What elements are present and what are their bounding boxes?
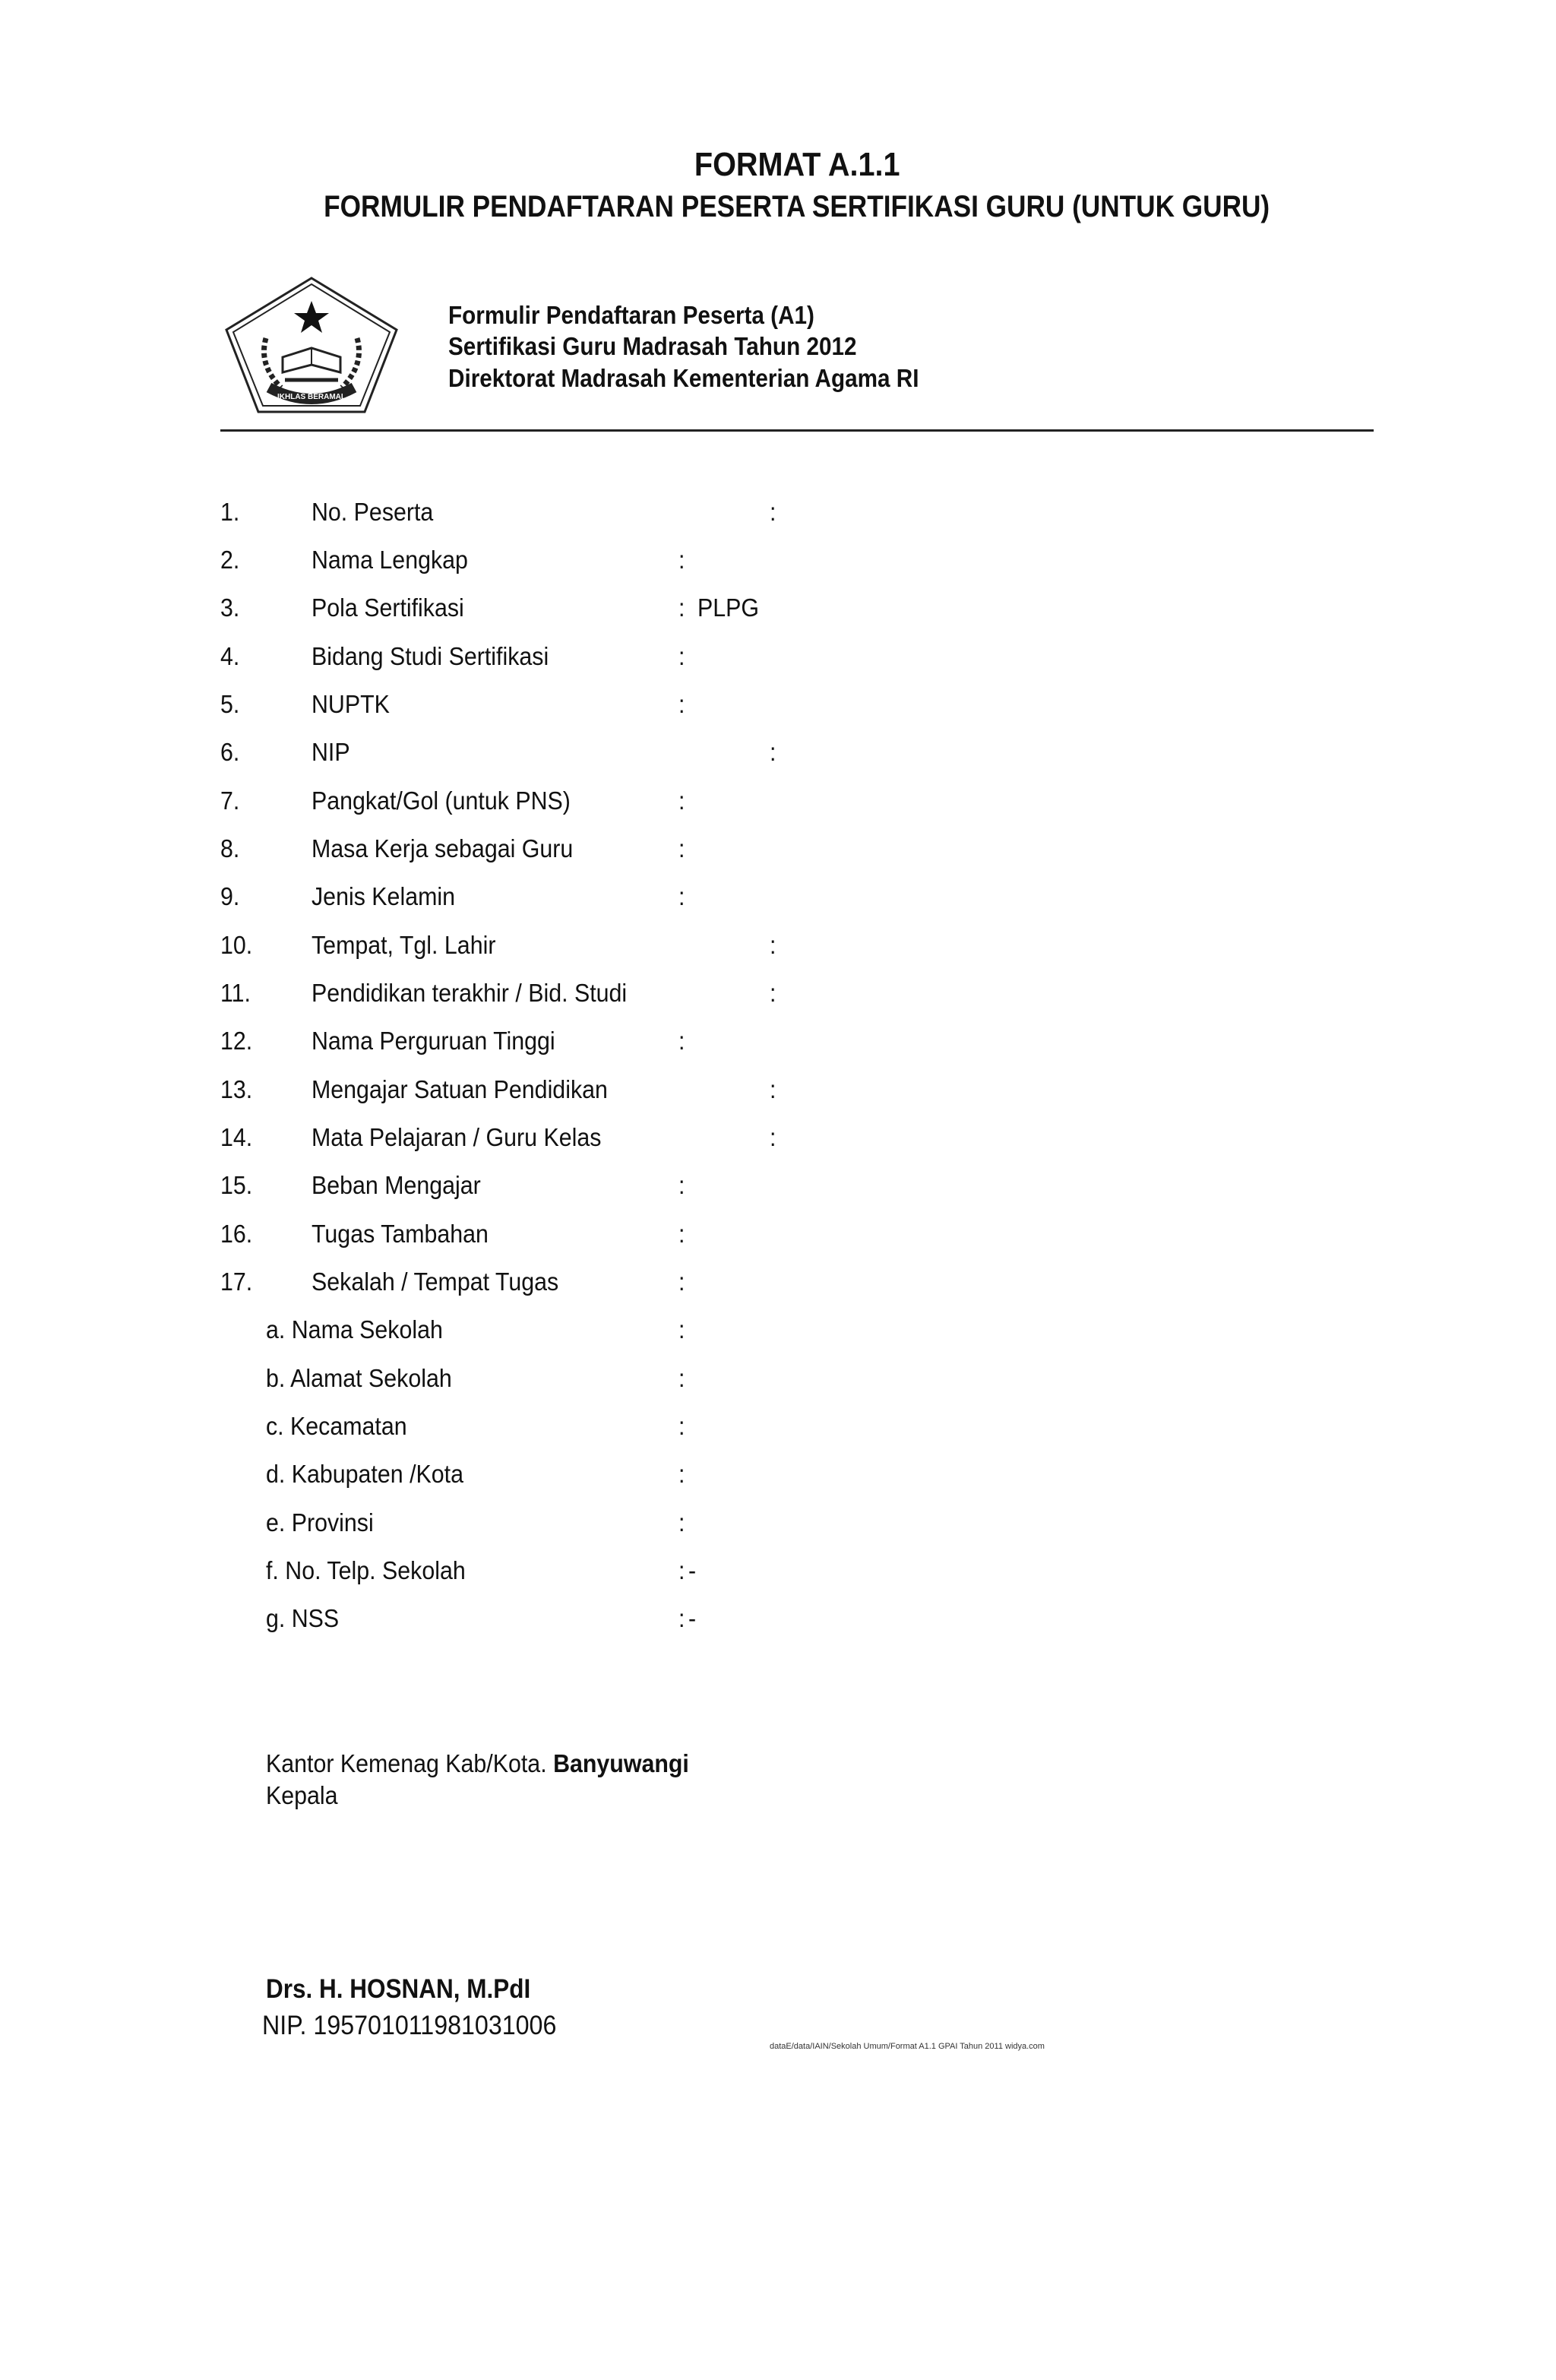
field-row-pola-sertifikasi (0, 593, 1556, 631)
field-label: Sekalah / Tempat Tugas (312, 1268, 559, 1296)
field-number: 13. (220, 1075, 253, 1103)
field-number: 4. (220, 642, 240, 670)
field-colon: : (678, 1220, 685, 1248)
field-number: 7. (220, 786, 240, 815)
subfield-row-alamat-sekolah (0, 1364, 1556, 1402)
field-number: 5. (220, 690, 240, 718)
field-label: Pendidikan terakhir / Bid. Studi (312, 979, 628, 1007)
field-number: 14. (220, 1123, 253, 1151)
format-title: FORMAT A.1.1 (694, 146, 900, 183)
field-number: 10. (220, 931, 253, 959)
office-city: Banyuwangi (553, 1749, 689, 1777)
field-colon: : (770, 1123, 776, 1151)
ministry-emblem-logo (220, 274, 403, 418)
field-value: PLPG (697, 593, 760, 622)
subfield-colon: : (678, 1364, 685, 1392)
subfield-colon: : (678, 1508, 685, 1537)
field-label: Tempat, Tgl. Lahir (312, 931, 496, 959)
header-line-1: Formulir Pendaftaran Peserta (A1) (448, 301, 814, 329)
field-colon: : (770, 979, 776, 1007)
signer-position: Kepala (266, 1781, 338, 1809)
field-row-pangkat (0, 786, 1556, 824)
file-path-note: dataE/data/IAIN/Sekolah Umum/Format A1.1 GPAI Tahun 2011 widya.com (770, 2042, 1045, 2051)
field-number: 3. (220, 593, 240, 622)
field-label: Masa Kerja sebagai Guru (312, 834, 574, 862)
field-number: 2. (220, 546, 240, 574)
field-row-nip (0, 738, 1556, 776)
field-label: Tugas Tambahan (312, 1220, 489, 1248)
field-colon: : (678, 1171, 685, 1199)
field-label: Pola Sertifikasi (312, 593, 464, 622)
field-number: 15. (220, 1171, 253, 1199)
field-row-satuan-pendidikan (0, 1075, 1556, 1113)
subfield-colon: : (678, 1412, 685, 1440)
subfield-colon: : (678, 1604, 685, 1632)
field-number: 9. (220, 882, 240, 910)
field-number: 6. (220, 738, 240, 766)
field-colon: : (770, 738, 776, 766)
field-label: Nama Lengkap (312, 546, 468, 574)
field-number: 16. (220, 1220, 253, 1248)
field-number: 11. (220, 979, 251, 1007)
field-label: Beban Mengajar (312, 1171, 481, 1199)
office-line (266, 1749, 689, 1778)
field-label: No. Peserta (312, 498, 434, 526)
field-colon: : (678, 786, 685, 815)
subfield-row-provinsi (0, 1508, 1556, 1546)
field-row-masa-kerja (0, 834, 1556, 872)
field-row-perguruan-tinggi (0, 1027, 1556, 1065)
field-label: Mengajar Satuan Pendidikan (312, 1075, 608, 1103)
office-prefix: Kantor Kemenag Kab/Kota. (266, 1749, 554, 1777)
subfield-label: d. Kabupaten /Kota (266, 1460, 463, 1488)
field-colon: : (678, 1027, 685, 1055)
field-row-bidang-studi (0, 642, 1556, 680)
field-row-beban-mengajar (0, 1171, 1556, 1209)
field-row-jenis-kelamin (0, 882, 1556, 920)
field-row-nuptk (0, 690, 1556, 728)
field-row-tempat-lahir (0, 931, 1556, 969)
subfield-colon: : (678, 1556, 685, 1584)
field-label: NUPTK (312, 690, 390, 718)
subfield-label: f. No. Telp. Sekolah (266, 1556, 466, 1584)
field-colon: : (678, 882, 685, 910)
field-colon: : (678, 1268, 685, 1296)
field-colon: : (678, 546, 685, 574)
field-label: Jenis Kelamin (312, 882, 456, 910)
field-colon: : (678, 834, 685, 862)
header-divider (220, 429, 1374, 432)
signer-name: Drs. H. HOSNAN, M.PdI (266, 1974, 531, 2004)
subfield-label: e. Provinsi (266, 1508, 374, 1537)
field-colon: : (770, 1075, 776, 1103)
field-row-pendidikan (0, 979, 1556, 1017)
field-row-nama-lengkap (0, 546, 1556, 584)
subfield-label: b. Alamat Sekolah (266, 1364, 452, 1392)
field-number: 17. (220, 1268, 253, 1296)
field-number: 12. (220, 1027, 253, 1055)
header-line-3: Direktorat Madrasah Kementerian Agama RI (448, 364, 919, 392)
logo-motto: IKHLAS BERAMAL (277, 393, 346, 401)
subfield-value: - (688, 1604, 697, 1632)
subfield-value: - (688, 1556, 697, 1584)
field-row-mata-pelajaran (0, 1123, 1556, 1161)
field-number: 1. (220, 498, 240, 526)
field-label: Bidang Studi Sertifikasi (312, 642, 549, 670)
subfield-colon: : (678, 1460, 685, 1488)
field-label: Pangkat/Gol (untuk PNS) (312, 786, 571, 815)
field-row-tugas-tambahan (0, 1220, 1556, 1258)
subfield-label: a. Nama Sekolah (266, 1315, 443, 1343)
subfield-label: c. Kecamatan (266, 1412, 407, 1440)
subfield-row-telp-sekolah (0, 1556, 1556, 1594)
subfield-colon: : (678, 1315, 685, 1343)
field-colon: : (770, 931, 776, 959)
field-colon: : (770, 498, 776, 526)
subfield-row-nama-sekolah (0, 1315, 1556, 1353)
subfield-row-nss (0, 1604, 1556, 1642)
header-line-2: Sertifikasi Guru Madrasah Tahun 2012 (448, 332, 857, 360)
field-colon: : (678, 642, 685, 670)
signer-nip: NIP. 195701011981031006 (262, 2011, 557, 2040)
field-label: NIP (312, 738, 350, 766)
subfield-label: g. NSS (266, 1604, 340, 1632)
field-number: 8. (220, 834, 240, 862)
subfield-row-kecamatan (0, 1412, 1556, 1450)
field-label: Mata Pelajaran / Guru Kelas (312, 1123, 602, 1151)
subfield-row-kabupaten (0, 1460, 1556, 1498)
field-colon: : (678, 690, 685, 718)
form-title: FORMULIR PENDAFTARAN PESERTA SERTIFIKASI GURU (UNTUK GURU) (324, 190, 1270, 223)
field-row-no-peserta (0, 498, 1556, 536)
field-label: Nama Perguruan Tinggi (312, 1027, 555, 1055)
field-colon: : (678, 593, 685, 622)
field-row-tempat-tugas (0, 1268, 1556, 1306)
